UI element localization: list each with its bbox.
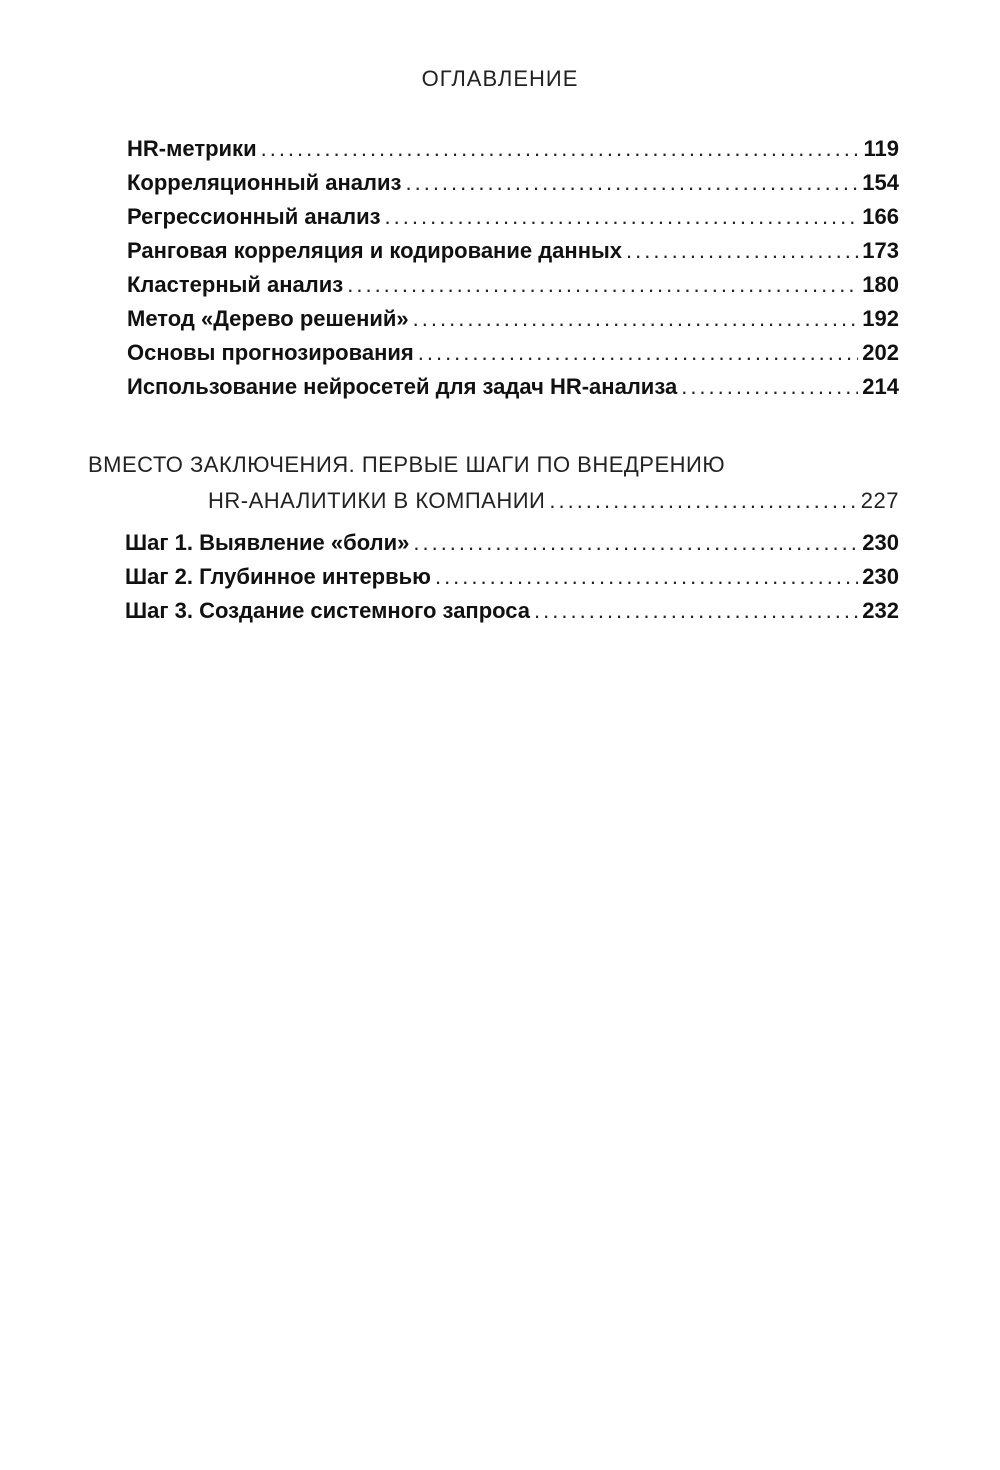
toc-leader-dots xyxy=(418,340,859,366)
toc-entry-title: Регрессионный анализ xyxy=(127,204,381,229)
toc-entry xyxy=(127,340,899,374)
toc-entry xyxy=(127,204,899,238)
toc-leader-dots xyxy=(413,530,858,556)
toc-entry-title: Шаг 2. Глубинное интервью xyxy=(125,564,431,589)
toc-entry-title: HR-метрики xyxy=(127,136,257,161)
toc-entry-page: 232 xyxy=(862,598,899,623)
toc-leader-dots xyxy=(405,170,858,196)
toc-entry-title: Шаг 3. Создание системного запроса xyxy=(125,598,531,623)
toc-entry-title: Метод «Дерево решений» xyxy=(127,306,409,331)
toc-entry xyxy=(125,564,899,598)
toc-entry-page: 166 xyxy=(862,204,899,229)
toc-entry-page: 214 xyxy=(862,374,899,399)
toc-entry xyxy=(127,170,899,204)
toc-entry-title: Кластерный анализ xyxy=(127,272,344,297)
toc-entry-page: 119 xyxy=(863,136,899,161)
toc-chapter-entry xyxy=(88,452,899,526)
toc-entry-page: 173 xyxy=(862,238,899,263)
toc-entry-title: Основы прогнозирования xyxy=(127,340,414,365)
toc-entry-page: 230 xyxy=(862,530,899,555)
toc-entry xyxy=(127,136,899,170)
chapter-page: 227 xyxy=(860,488,899,513)
toc-entry-page: 230 xyxy=(862,564,899,589)
toc-entry-page: 202 xyxy=(862,340,899,365)
toc-entry-page: 180 xyxy=(862,272,899,297)
toc-leader-dots xyxy=(261,136,860,162)
toc-leader-dots xyxy=(626,238,858,264)
toc-entry xyxy=(125,598,899,632)
toc-leader-dots xyxy=(347,272,858,298)
toc-leader-dots xyxy=(413,306,859,332)
toc-entry-title: Использование нейросетей для задач HR-анализа xyxy=(127,374,678,399)
toc-entry-title: Ранговая корреляция и кодирование данных xyxy=(127,238,623,263)
toc-entry xyxy=(127,238,899,272)
toc-entry-title: Корреляционный анализ xyxy=(127,170,402,195)
toc-entry xyxy=(125,530,899,564)
toc-steps-list xyxy=(125,530,899,632)
toc-entry-title: Шаг 1. Выявление «боли» xyxy=(125,530,410,555)
toc-leader-dots xyxy=(681,374,858,400)
running-header: ОГЛАВЛЕНИЕ xyxy=(421,66,579,91)
toc-entry-page: 154 xyxy=(862,170,899,195)
chapter-title-line1: ВМЕСТО ЗАКЛЮЧЕНИЯ. ПЕРВЫЕ ШАГИ ПО ВНЕДРЕНИЮ xyxy=(88,452,726,477)
toc-leader-dots xyxy=(385,204,859,230)
toc-leader-dots xyxy=(534,598,858,624)
toc-leader-dots xyxy=(549,488,856,514)
toc-section-list xyxy=(127,136,899,408)
toc-entry xyxy=(127,374,899,408)
toc-entry xyxy=(127,272,899,306)
chapter-title-line2-row xyxy=(88,488,899,526)
toc-entry-page: 192 xyxy=(862,306,899,331)
chapter-title-line2: HR-АНАЛИТИКИ В КОМПАНИИ xyxy=(208,488,546,513)
toc-entry xyxy=(127,306,899,340)
toc-leader-dots xyxy=(435,564,858,590)
